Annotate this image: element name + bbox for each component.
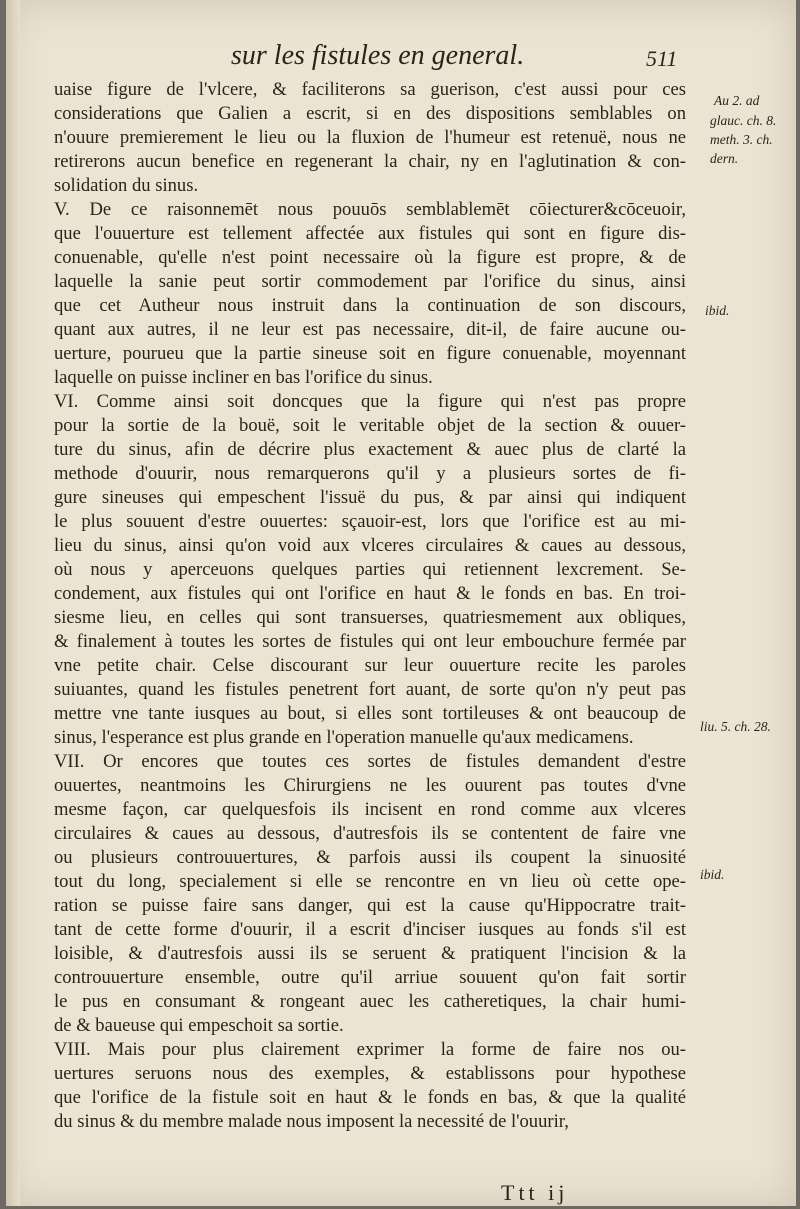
text-line: lieu du sinus, ainsi qu'on void aux vlceres circulaires & caues au dessous, xyxy=(54,535,686,556)
text-line: gure sineuses qui empeschent l'issuë du pus, & par ainsi qui indiquent xyxy=(54,487,686,508)
paragraph-vii xyxy=(54,750,686,1038)
paragraph-vi xyxy=(54,390,686,750)
text-line: de & baueuse qui empeschoit sa sortie. xyxy=(54,1015,344,1036)
text-line: ture du sinus, afin de décrire plus exactement & auec plus de clarté la xyxy=(54,439,686,460)
text-line: pour la sortie de la bouë, soit le veritable objet de la section & ouuer- xyxy=(54,415,686,436)
text-line: & finalement à toutes les sortes de fistules qui ont leur embouchure fermée par xyxy=(54,631,686,652)
text-line: uaise figure de l'vlcere, & faciliterons sa guerison, c'est aussi pour ces xyxy=(54,79,686,100)
text-line: ou plusieurs controuuertures, & parfois aussi ils coupent la sinuosité xyxy=(54,847,686,868)
margin-note-reference: glauc. ch. 8. xyxy=(710,113,777,128)
text-line: tout du long, specialement si elle se rencontre en vn lieu où cette ope- xyxy=(54,871,686,892)
margin-note-reference: dern. xyxy=(710,151,739,166)
text-line: le plus souuent d'estre ouuertes: sçauoir-est, lors que l'orifice est au mi- xyxy=(54,511,686,532)
text-line: circulaires & caues au dessous, d'autresfois ils se contentent de faire vne xyxy=(54,823,686,844)
paragraph-viii xyxy=(54,1038,686,1134)
text-line: que l'orifice de la fistule soit en haut & le fonds en bas, & que la qualité xyxy=(54,1087,686,1108)
text-line: uertures seruons nous des exemples, & establissons pour hypothese xyxy=(54,1063,686,1084)
margin-note-reference: ibid. xyxy=(700,867,725,882)
page-number: 511 xyxy=(646,46,678,71)
text-line: suiuantes, quand les fistules penetrent fort auant, de sorte qu'on n'y peut pas xyxy=(54,679,686,700)
text-line: le pus en consumant & rongeant auec les catheretiques, la chair humi- xyxy=(54,991,686,1012)
margin-note-reference: ibid. xyxy=(705,303,730,318)
text-line: VI. Comme ainsi soit doncques que la figure qui n'est pas propre xyxy=(54,391,686,412)
margin-note-reference: liu. 5. ch. 28. xyxy=(700,719,771,734)
margin-note-reference: Au 2. ad xyxy=(714,93,760,108)
margin-note-reference: meth. 3. ch. xyxy=(710,132,773,147)
text-line: retirerons aucun benefice en regenerant la chair, ny en l'aglutination & con- xyxy=(54,151,686,172)
text-body xyxy=(54,78,686,1134)
text-line: où nous y aperceuons quelques parties qui retiennent lexcrement. Se- xyxy=(54,559,686,580)
text-line: que l'ouuerture est tellement affectée aux fistules qui sont en figure dis- xyxy=(54,223,686,244)
running-title: sur les fistules en general. xyxy=(231,40,525,71)
text-line: conuenable, qu'elle n'est point necessaire où la figure est propre, & de xyxy=(54,247,686,268)
text-line: que cet Autheur nous instruit dans la continuation de son discours, xyxy=(54,295,686,316)
page-header xyxy=(6,40,796,80)
text-line: sinus, l'esperance est plus grande en l'operation manuelle qu'aux medicamens. xyxy=(54,727,634,748)
text-line: controuuerture ensemble, outre qu'il arriue souuent qu'on fait sortir xyxy=(54,967,686,988)
text-line: laquelle la sanie peut sortir commodement par l'orifice du sinus, ainsi xyxy=(54,271,686,292)
book-page xyxy=(6,0,796,1206)
text-line: du sinus & du membre malade nous imposent la necessité de l'ouurir, xyxy=(54,1111,569,1132)
text-line: laquelle on puisse incliner en bas l'orifice du sinus. xyxy=(54,367,433,388)
text-line: methode d'ouurir, nous remarquerons qu'il y a plusieurs sortes de fi- xyxy=(54,463,686,484)
text-line: VII. Or encores que toutes ces sortes de fistules demandent d'estre xyxy=(54,751,686,772)
text-line: mettre vne tante iusques au bout, si elles sont tortileuses & ont beaucoup de xyxy=(54,703,686,724)
text-line: VIII. Mais pour plus clairement exprimer la forme de faire nos ou- xyxy=(54,1039,686,1060)
text-line: quant aux autres, il ne leur est pas necessaire, dit-il, de faire aucune ou- xyxy=(54,319,686,340)
text-line: considerations que Galien a escrit, si en des dispositions semblables on xyxy=(54,103,686,124)
text-line: condement, aux fistules qui ont l'orifice en haut & le fonds en bas. En troi- xyxy=(54,583,686,604)
text-line: tant de cette forme d'ouurir, il a escrit d'inciser iusques au fonds s'il est xyxy=(54,919,686,940)
paragraph-v xyxy=(54,198,686,390)
text-line: mesme façon, car quelquesfois ils incisent en rond comme aux vlceres xyxy=(54,799,686,820)
text-line: ration se puisse faire sans danger, qui est la cause qu'Hippocratre trait- xyxy=(54,895,686,916)
text-line: uerture, pourueu que la partie sineuse soit en figure conuenable, moyennant xyxy=(54,343,686,364)
signature-mark: Ttt ij xyxy=(501,1180,569,1205)
text-line: siesme lieu, en celles qui sont transuerses, quatriesmement aux obliques, xyxy=(54,607,686,628)
text-line: n'ouure premierement le lieu ou la fluxion de l'humeur est retenuë, nous ne xyxy=(54,127,686,148)
text-line: solidation du sinus. xyxy=(54,175,199,196)
page-gutter xyxy=(6,0,20,1206)
paragraph-cont xyxy=(54,78,686,198)
text-line: vne petite chair. Celse discourant sur leur ouuerture recite les paroles xyxy=(54,655,686,676)
text-line: V. De ce raisonnemēt nous pouuōs semblablemēt cōiecturer&cōceuoir, xyxy=(54,199,686,220)
text-line: ouuertes, neantmoins les Chirurgiens ne les ouurent pas toutes d'vne xyxy=(54,775,686,796)
text-line: loisible, & d'autresfois aussi ils se seruent & pratiquent l'incision & la xyxy=(54,943,686,964)
